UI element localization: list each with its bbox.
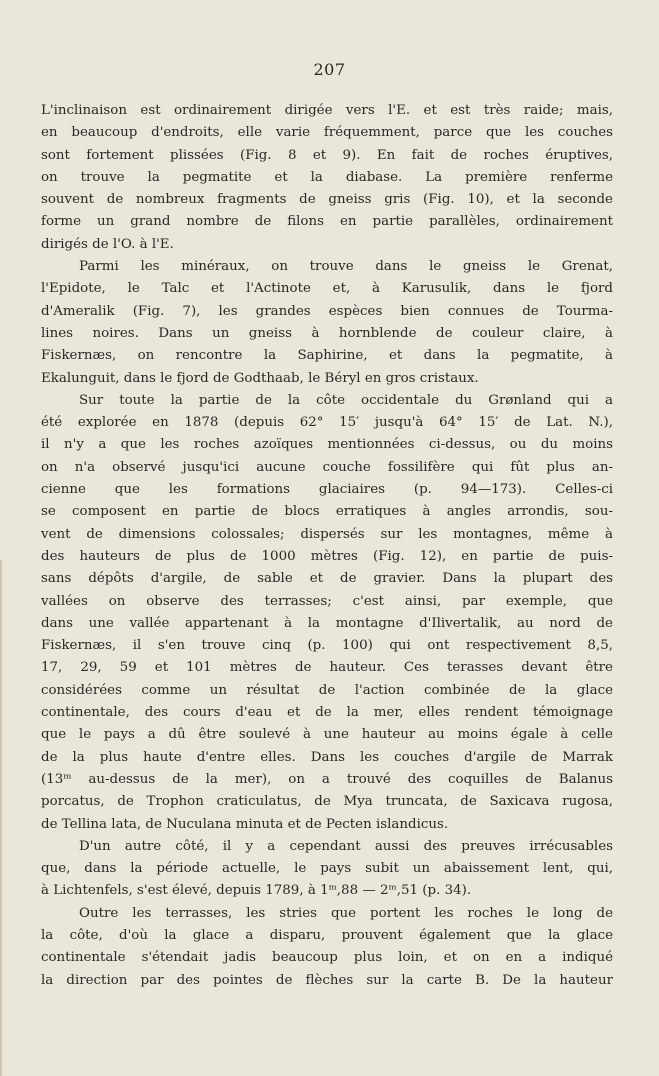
text-line: l'Epidote, le Talc et l'Actinote et, à Karusulik, dans le fjord [41, 281, 613, 297]
text-line: continentale s'étendait jadis beaucoup plus loin, et on en a indiqué [41, 950, 613, 966]
body-text [41, 100, 613, 992]
text-line: dans une vallée appartenant à la montagne d'Ilivertalik, au nord de [41, 615, 613, 631]
text-line: (13ᵐ au-dessus de la mer), on a trouvé des coquilles de Balanus [41, 771, 613, 787]
text-line: se composent en partie de blocs erratiques à angles arrondis, sou- [41, 504, 613, 520]
text-line: continentale, des cours d'eau et de la mer, elles rendent témoignage [41, 705, 613, 721]
text-line: Sur toute la partie de la côte occidentale du Grønland qui a [79, 392, 613, 408]
text-line: que le pays a dû être soulevé à une hauteur au moins égale à celle [41, 727, 613, 743]
text-line: de la plus haute d'entre elles. Dans les couches d'argile de Marrak [41, 749, 613, 765]
text-line: la direction par des pointes de flèches sur la carte B. De la hauteur [41, 972, 613, 988]
text-line: il n'y a que les roches azoïques mentionnées ci-dessus, ou du moins [41, 437, 613, 453]
text-line: porcatus, de Trophon craticulatus, de Mya truncata, de Saxicava rugosa, [41, 794, 613, 810]
text-line: Fiskernæs, on rencontre la Saphirine, et dans la pegmatite, à [41, 348, 613, 364]
page-number: 207 [313, 60, 346, 79]
text-line: la côte, d'où la glace a disparu, prouvent également que la glace [41, 927, 613, 943]
text-line: sans dépôts d'argile, de sable et de gravier. Dans la plupart des [41, 571, 613, 587]
binding-edge [0, 560, 2, 1076]
text-line: vent de dimensions colossales; dispersés sur les montagnes, même à [41, 526, 613, 542]
text-line: des hauteurs de plus de 1000 mètres (Fig. 12), en partie de puis- [41, 548, 613, 564]
text-line: Parmi les minéraux, on trouve dans le gneiss le Grenat, [79, 259, 613, 275]
text-line: lines noires. Dans un gneiss à hornblende de couleur claire, à [41, 325, 613, 341]
text-line: Outre les terrasses, les stries que portent les roches le long de [79, 905, 613, 921]
text-line: vallées on observe des terrasses; c'est ainsi, par exemple, que [41, 593, 613, 609]
text-line: D'un autre côté, il y a cependant aussi des preuves irrécusables [79, 838, 613, 854]
text-line: on trouve la pegmatite et la diabase. La première renferme [41, 169, 613, 185]
text-line: cienne que les formations glaciaires (p. 94—173). Celles-ci [41, 482, 613, 498]
text-line: 17, 29, 59 et 101 mètres de hauteur. Ces terasses devant être [41, 660, 613, 676]
text-line: considérées comme un résultat de l'action combinée de la glace [41, 682, 613, 698]
text-line: que, dans la période actuelle, le pays subit un abaissement lent, qui, [41, 861, 613, 877]
text-line: Ekalunguit, dans le fjord de Godthaab, le Béryl en gros cristaux. [41, 370, 479, 386]
text-line: souvent de nombreux fragments de gneiss gris (Fig. 10), et la seconde [41, 192, 613, 208]
text-line: sont fortement plissées (Fig. 8 et 9). En fait de roches éruptives, [41, 147, 613, 163]
text-line: à Lichtenfels, s'est élevé, depuis 1789, à 1ᵐ,88 — 2ᵐ,51 (p. 34). [41, 883, 472, 899]
text-line: en beaucoup d'endroits, elle varie fréquemment, parce que les couches [41, 125, 613, 141]
text-line: Fiskernæs, il s'en trouve cinq (p. 100) qui ont respectivement 8,5, [41, 638, 613, 654]
text-line: forme un grand nombre de filons en partie parallèles, ordinairement [41, 214, 613, 230]
text-line: d'Ameralik (Fig. 7), les grandes espèces bien connues de Tourma- [41, 303, 613, 319]
text-line: L'inclinaison est ordinairement dirigée vers l'E. et est très raide; mais, [41, 103, 613, 118]
text-line: de Tellina lata, de Nuculana minuta et de Pecten islandicus. [41, 816, 449, 832]
text-line: on n'a observé jusqu'ici aucune couche fossilifère qui fût plus an- [41, 459, 613, 475]
text-line: dirigés de l'O. à l'E. [41, 236, 174, 252]
text-line: été explorée en 1878 (depuis 62° 15′ jusqu'à 64° 15′ de Lat. N.), [41, 415, 613, 431]
